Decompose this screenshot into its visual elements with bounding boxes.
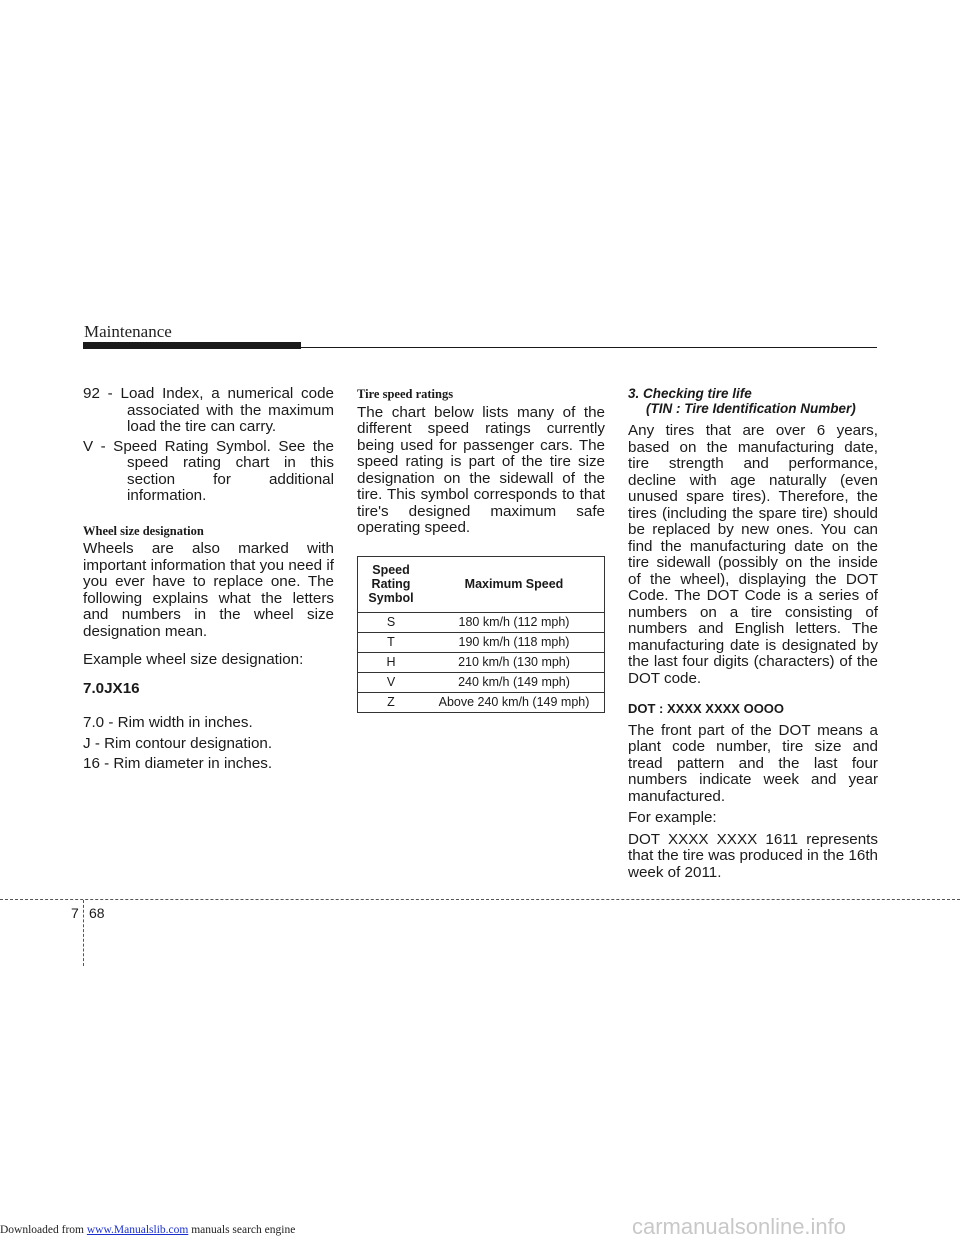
page-number-divider	[83, 900, 84, 966]
cell-speed: 210 km/h (130 mph)	[424, 652, 605, 672]
cell-speed: Above 240 km/h (149 mph)	[424, 692, 605, 712]
cell-symbol: Z	[358, 692, 425, 712]
header-rule-thick	[83, 342, 301, 349]
cell-symbol: T	[358, 632, 425, 652]
watermark: carmanualsonline.info	[632, 1214, 847, 1239]
cell-speed: 190 km/h (118 mph)	[424, 632, 605, 652]
footer-prefix: Downloaded from	[0, 1224, 84, 1236]
chapter-number: 7	[71, 905, 79, 921]
header-speed-symbol: Speed Rating Symbol	[358, 556, 425, 612]
load-index-item: 92 - Load Index, a numerical code associated with the maximum load the tire can carry.	[83, 385, 334, 435]
page-divider	[0, 899, 960, 900]
column-right	[628, 386, 878, 881]
table-row	[358, 632, 605, 652]
header-maximum-speed: Maximum Speed	[424, 556, 605, 612]
manualslib-link[interactable]: www.Manualslib.com	[86, 1224, 189, 1236]
download-footer	[0, 1224, 295, 1236]
definition-rim-diameter: 16 - Rim diameter in inches.	[83, 755, 273, 772]
tin-subheading: (TIN : Tire Identification Number)	[646, 401, 856, 416]
wheel-size-paragraph: Wheels are also marked with important information that you need if you ever have to replace one. The following explains what the letters and numbers in the wheel size designation mean.	[83, 540, 334, 640]
cell-symbol: S	[358, 612, 425, 632]
table-row	[358, 692, 605, 712]
speed-ratings-paragraph: The chart below lists many of the different speed ratings currently being used for passenger cars. The speed rating is part of the tire size designation on the sidewall of the tire. This symbol corresponds to that tire's designed maximum safe operating speed.	[357, 403, 605, 536]
cell-speed: 240 km/h (149 mph)	[424, 672, 605, 692]
table-row	[358, 612, 605, 632]
table-header-row	[358, 556, 605, 612]
dot-explanation-paragraph: The front part of the DOT means a plant code number, tire size and tread pattern and the last four numbers indicate week and year manufactured.	[628, 721, 878, 805]
definition-rim-width: 7.0 - Rim width in inches.	[83, 714, 253, 731]
table-row	[358, 672, 605, 692]
example-label: Example wheel size designation:	[83, 651, 304, 668]
column-left	[83, 386, 334, 773]
tire-age-paragraph: Any tires that are over 6 years, based on the manufacturing date, tire strength and performance, decline with age naturally (even unused spare tires). Therefore, the tires (including the spare tire) should be replaced by new ones. You can find the manufacturing date on the tire sidewall (possibly on the inside of the wheel), displaying the DOT Code. The DOT Code is a series of numbers on a tire consisting of numbers and English letters. The manufacturing date is designated by the last four digits (characters) of the DOT code.	[628, 422, 878, 687]
example-label: For example:	[628, 809, 717, 826]
section-title: Maintenance	[84, 322, 172, 341]
dot-code-example: DOT : XXXX XXXX OOOO	[628, 701, 785, 716]
speed-ratings-heading: Tire speed ratings	[357, 387, 454, 401]
checking-tire-life-heading: 3. Checking tire life	[628, 386, 752, 401]
definition-rim-contour: J - Rim contour designation.	[83, 734, 273, 752]
speed-rating-table	[357, 556, 605, 713]
cell-speed: 180 km/h (112 mph)	[424, 612, 605, 632]
dot-example-paragraph: DOT XXXX XXXX 1611 represents that the tire was produced in the 16th week of 2011.	[628, 830, 878, 881]
column-middle	[357, 386, 605, 713]
wheel-size-heading: Wheel size designation	[83, 523, 204, 538]
footer-suffix: manuals search engine	[191, 1224, 296, 1236]
page-number: 68	[89, 905, 105, 921]
header-rule-thin	[301, 347, 877, 348]
example-code: 7.0JX16	[83, 679, 140, 697]
speed-symbol-item: V - Speed Rating Symbol. See the speed rating chart in this section for additional information.	[83, 437, 334, 504]
cell-symbol: V	[358, 672, 425, 692]
cell-symbol: H	[358, 652, 425, 672]
table-row	[358, 652, 605, 672]
